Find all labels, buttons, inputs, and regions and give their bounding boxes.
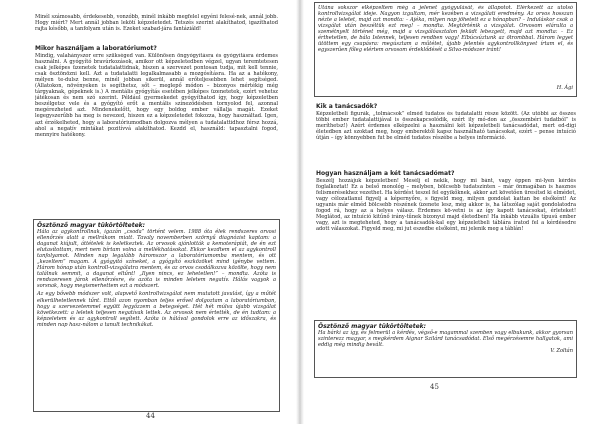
left-testimonial-box bbox=[33, 219, 280, 412]
right-heading-how-to-use: Hogyan használjam a két tanácsadómat? bbox=[316, 170, 455, 177]
left-box-body: Hála az agykontrollnak, igazán „csoda” történt velem. 1988 óta élek rendszeres orvosi ellenőrzés alatt a mellrákom miatt. Tavaly novemberben szörnyű diagnózist kaptam: a daganat kiújult, áttételek is keletkeztek. Az orvosok ajánlották a kemoterápiát, de én ezt elutasítottam, mert nem bírtam volna a mellékhatásokat. Ekkor kezdtem el az agykontroll tanfolyamot. Minden nap legalább háromszor a laboratóriumomba mentem, és ott „kezeltem” magam. A gyógyító színeket, a gyógyító eszközöket mind igénybe vettem. Három hónap után kontroll-vizsgálatra mentem, és az orvos csodálkozva közölte, hogy nem találnak semmit, a daganat eltűnt! „Ilyen nincs, ez lehetetlen!” – mondta. Azóta is rendszeresen járok ellenőrzésre, és azóta is minden leletem negatív. Hálás vagyok a sorsnak, hogy megismerhettem ezt a módszert. bbox=[37, 229, 276, 290]
right-box2-body: Ha bárki az így, és felmerül a kérdés, végső-e magammal szemben vagy elbukunk, akkor gyorsan szinterezz magyar, s megkérdem Aignar Szilárd tanácsadódat. Első megérzésemre hallgatok, ami eddig még mindig bevált. bbox=[318, 330, 573, 349]
right-testimonial-box-bottom bbox=[314, 320, 577, 378]
right-heading-advisors: Kik a tanácsadók? bbox=[316, 103, 378, 110]
left-box-body-2: Az egy bővebb módszer volt, alapvető kontrollvizsgálat nem mutatott javulást, így a műtét elkerülhetetlennek tűnt. Ettől azon nyomban teljes erővel dolgoztam a laboratóriumban, hogy a szervezetemmel együtt legyőzzem a betegséget. Hét hét múlva újabb vizsgálat következett: a leletek teljesen negatívak lettek. Az orvosok nem értették, de én tudtam: a képzeletem és az agykontroll segített. Azóta is hálával gondolok erre az időszakra, és minden nap hasz-nálom a tanult technikákat. bbox=[37, 291, 276, 328]
right-page bbox=[302, 0, 600, 424]
right-testimonial-box-top bbox=[314, 2, 577, 97]
left-heading-laboratory: Mikor használjam a laboratóriumot? bbox=[35, 45, 157, 52]
right-box-top-signature: H. Ági bbox=[556, 85, 573, 91]
right-box2-signature: V. Zoltán bbox=[550, 348, 573, 355]
right-body-how-to-use: Beszélj hozzájuk képzeletben! Mesélj el nekik, hogy mi bánt, vagy éppen mi-lyen kérdés foglalkoztat! Ez a belső monológ – melyben, bölcsebb tudatszinten – már önmagában is hasznos felismerésekhez vezethet. Ha kérdést teszel fel egyikőknek, akkor azt követően üresítsd ki elmédet, vagy célozatlanul figyelj a képernyőre, s figyeld meg, milyen gondolat kattan be elsőként! Az ugyanis már elméd bölcsebb részének üzenete lesz, még akkor is, ha látszólag saját gondolatodra fogod rá, hogy az a helyes válasz. Érdemes kö-vetni is az így kapott tanácsokat, érleteket! Meglátod, az intuíció kitűnő irány-tűnek bizonyul majd életedben! Ha inkább vizuális típusú ember vagy, azt is megteheted, hogy a tanácsadók-kal egy képzeletbeli táblára íratod fel a kérdésedre adott válaszokat. Figyeld meg, mi jut eszedbe elsőként, mi jelenik meg a táblán! bbox=[316, 178, 576, 233]
right-box-top-body: Utána sokszor elképzeltem még a jelenet gyógyulását, és állapotot. Elérkezett az utolsó kontrollvizsgálat ideje. Nagyon izgultam, mér kezében a vizsgálati eredmény. Az orvos hosszan nézte a leletet, majd azt mondta: – Ajéka, milyen nap jöhetett ez a hónapban? – Induláskor csak a vizsgálat után beszéltük ezt meg! – mondta. Megtörténik a vizsgálat. Orvosom elárulta a szemétnyelt történet még, majd a vizsgálóasztalon feküdt lebezgett, majd azt mondta: – Ez érthetetlen, de bála Istennek, teljesen rendben vagy! Elbúcsúztunk az ötrombbal. Három legyet ütöttem egy csapásra: megúsztam a műtétet, újabb jelentés agykontrollkönyvet írtam el, és egyszerűen főleg elértem orvosom érdeklődését a Silva-módszer iránt! bbox=[318, 5, 573, 54]
left-body-laboratory: Mindig, valahányszor erre szükséged van. Különösen öngyógyításra és gyógyításra érdemes használni. A gyógyító bravúrkozások, amikor ott képzeletedben végzel, ugyan teremtetesen csak jelképes üzenetek tudatalattidnak, hiszen a szervezet pontosan tudja, mit kell tennie, csak ösztönözni kell. Azt a tudatalatti legalkalmasabb a mozgósításra. Ha az a hatékony, mélyen te-dulsz benne, minél jobban sikerül, annál erőteljesebben lehet segítséged. (Állatokon, növényeken is segíthetsz, sőt – meglepő módon – bizonyos mértékig még tárgyaknak, gépeknek is.) A mentális gyógyítás esetében jelképes üzenetetek, ezért vehetsz játékosan és nem szó szerint. Például gyermekedet gyógyíthatod így, hogy képzeletben beszélgetsz vele és a gyógyító erőt a mentális színeződésben tornyolod fel, azonnal megérezheted azt. Mindenekelőtt, hogy egy boldog ember vállalja magát. Ezeket legegyszerűbb ha meg is nevezed, hiszen ez a képzeletedet fokozza, hogy használtad. Igen, azt érzékelheted, hogy a laboratóriumodban dolgozva mélyen a tudatalattidhoz férsz hozzá, ahol a negatív mintákat pozitívvá alakíthatod. Kezdd el, használd: tapasztalni fogod, mennyire hatékony. bbox=[35, 53, 278, 138]
left-page-number: 44 bbox=[146, 412, 155, 420]
right-box2-title: Ösztönző magyar tükörtöltetek: bbox=[318, 323, 427, 330]
right-body-advisors: Képzeletbeli figurák, „tolmácsok” elméd tudatos és tudatalatti része között. (Az utóbbi az összes többi ember tudatalattijával is összekapcsolódik, ezért ily mó-don az „összembéri tudatból” is meríthetsz!) Azért érdemes elképzelni a használni két képzeletbeli tanácsadódat, mert ed-digi életedben azt szoktad meg, hogy emberektől kapsz használható tanácsokat, ezért – pense intuíció útján – így könnyebben fut be elméd tudatos részébe a helyes információ. bbox=[316, 111, 576, 142]
left-intro-paragraph: Minél számosabb, érdekesebb, vonzóbb, minél inkább megfelel egyéni felesé-nek, annál jobb. Hogy miért? Mert annál jobban lekötí képzeletedet. Tetszés szerint alakíthatod, igazíthatod rajta később, a tanfolyam után is. Ezeket szabad-jára fantáziáld! bbox=[35, 14, 278, 33]
left-box-title: Ösztönző magyar tükörtöltetek: bbox=[37, 222, 146, 229]
right-page-number: 45 bbox=[430, 383, 439, 391]
left-page bbox=[0, 0, 298, 424]
